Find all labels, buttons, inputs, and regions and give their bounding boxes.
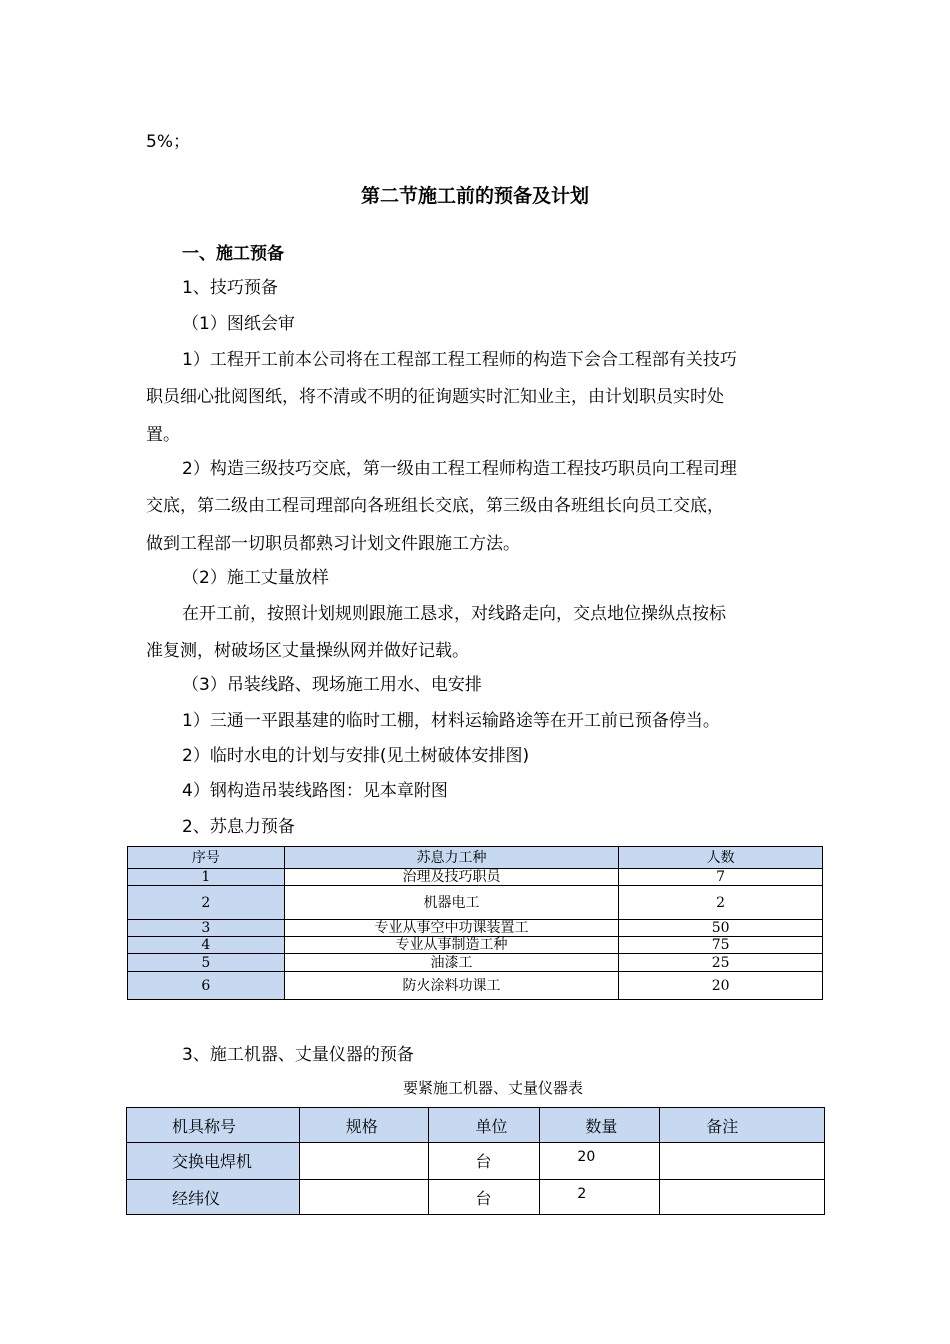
para-tech-prep: 1、技巧预备 bbox=[182, 278, 278, 298]
para-text-line: 4）钢构造吊装线路图：见本章附图 bbox=[182, 781, 448, 801]
para-equipment-prep: 3、施工机器、丈量仪器的预备 bbox=[182, 1045, 414, 1065]
header-cell: 数量 bbox=[540, 1108, 660, 1143]
section-title: 第二节施工前的预备及计划 bbox=[360, 185, 589, 207]
header-cell: 备注 bbox=[660, 1108, 825, 1143]
para-text-line: 交底，第二级由工程司理部向各班组长交底，第三级由各班组长向员工交底， bbox=[146, 496, 724, 516]
table-row bbox=[128, 920, 823, 937]
table-cell: 经纬仪 bbox=[127, 1180, 300, 1215]
top-fragment-text: 5%； bbox=[146, 132, 190, 152]
para-survey-setout: （2）施工丈量放样 bbox=[182, 568, 329, 588]
header-cell: 单位 bbox=[428, 1108, 540, 1143]
table-cell: 4 bbox=[128, 937, 285, 954]
table-cell: 20 bbox=[619, 972, 823, 1000]
table-row bbox=[128, 886, 823, 920]
table-cell: 20 bbox=[540, 1143, 660, 1180]
table-cell: 1 bbox=[128, 869, 285, 886]
table-cell: 2 bbox=[540, 1180, 660, 1215]
para-text-line: 在开工前，按照计划规则跟施工恳求，对线路走向，交点地位操纵点按标 bbox=[182, 604, 726, 624]
para-lifting-layout: （3）吊装线路、现场施工用水、电安排 bbox=[182, 675, 482, 695]
para-text-line: 1）工程开工前本公司将在工程部工程工程师的构造下会合工程部有关技巧 bbox=[182, 350, 737, 370]
header-cell: 机具称号 bbox=[127, 1108, 300, 1143]
table-cell: 防火涂料功课工 bbox=[284, 972, 619, 1000]
table-cell: 油漆工 bbox=[284, 954, 619, 972]
para-drawing-review: （1）图纸会审 bbox=[182, 314, 295, 334]
table-cell bbox=[299, 1180, 428, 1215]
header-cell: 规格 bbox=[299, 1108, 428, 1143]
para-text-line: 1）三通一平跟基建的临时工棚，材料运输路途等在开工前已预备停当。 bbox=[182, 711, 720, 731]
equipment-table bbox=[126, 1107, 825, 1215]
table-cell: 75 bbox=[619, 937, 823, 954]
para-text-line: 置。 bbox=[146, 425, 180, 445]
table-cell: 6 bbox=[128, 972, 285, 1000]
table-cell: 台 bbox=[428, 1180, 540, 1215]
para-text-line: 准复测，树破场区丈量操纵网并做好记载。 bbox=[146, 641, 469, 661]
table-cell: 专业从事制造工种 bbox=[284, 937, 619, 954]
para-text-line: 职员细心批阅图纸，将不清或不明的征询题实时汇知业主，由计划职员实时处 bbox=[146, 387, 724, 407]
table-cell: 治理及技巧职员 bbox=[284, 869, 619, 886]
table-row bbox=[128, 954, 823, 972]
table-header-row bbox=[128, 847, 823, 869]
para-text-line: 做到工程部一切职员都熟习计划文件跟施工方法。 bbox=[146, 534, 520, 554]
labor-table bbox=[127, 846, 823, 1000]
table-cell: 专业从事空中功课装置工 bbox=[284, 920, 619, 937]
header-cell: 苏息力工种 bbox=[284, 847, 619, 869]
para-text-line: 2）构造三级技巧交底，第一级由工程工程师构造工程技巧职员向工程司理 bbox=[182, 459, 737, 479]
table-cell: 2 bbox=[128, 886, 285, 920]
heading-construction-prep: 一、施工预备 bbox=[182, 244, 284, 264]
table-row bbox=[128, 869, 823, 886]
table-cell bbox=[299, 1143, 428, 1180]
table-row bbox=[127, 1180, 825, 1215]
table-cell: 2 bbox=[619, 886, 823, 920]
table-cell: 3 bbox=[128, 920, 285, 937]
table-row bbox=[127, 1143, 825, 1180]
table-cell bbox=[660, 1180, 825, 1215]
table-row bbox=[128, 937, 823, 954]
table-cell: 5 bbox=[128, 954, 285, 972]
table-cell: 机器电工 bbox=[284, 886, 619, 920]
table-header-row bbox=[127, 1108, 825, 1143]
para-labor-prep: 2、苏息力预备 bbox=[182, 817, 295, 837]
table-cell bbox=[660, 1143, 825, 1180]
table-cell: 台 bbox=[428, 1143, 540, 1180]
table-cell: 交换电焊机 bbox=[127, 1143, 300, 1180]
header-cell: 人数 bbox=[619, 847, 823, 869]
para-text-line: 2）临时水电的计划与安排(见土树破体安排图) bbox=[182, 746, 530, 766]
table-cell: 50 bbox=[619, 920, 823, 937]
equipment-table-caption: 要紧施工机器、丈量仪器表 bbox=[402, 1079, 583, 1097]
table-cell: 7 bbox=[619, 869, 823, 886]
table-row bbox=[128, 972, 823, 1000]
header-cell: 序号 bbox=[128, 847, 285, 869]
table-cell: 25 bbox=[619, 954, 823, 972]
